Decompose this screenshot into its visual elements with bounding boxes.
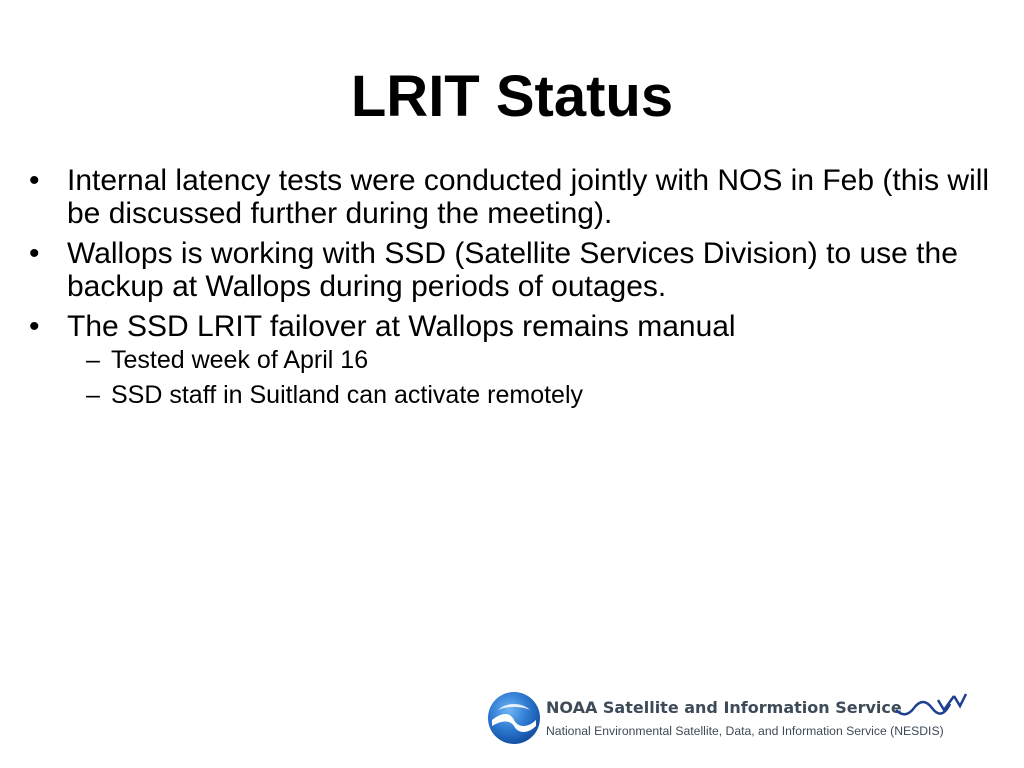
bullet-item xyxy=(28,237,1008,303)
footer-subtitle: National Environmental Satellite, Data, and Information Service (NESDIS) xyxy=(546,724,944,738)
sub-bullet-item xyxy=(66,346,1008,374)
bullet-marker: • xyxy=(29,237,40,270)
nesdis-wave-icon xyxy=(894,690,968,720)
sub-bullet-item xyxy=(66,381,1008,409)
bullet-item xyxy=(28,310,1008,409)
bullet-item xyxy=(28,164,1008,230)
bullet-text: Wallops is working with SSD (Satellite Services Division) to use the backup at Wallops during periods of outages. xyxy=(67,237,958,303)
sub-bullet-text: SSD staff in Suitland can activate remotely xyxy=(111,381,583,409)
sub-bullet-marker: – xyxy=(86,381,100,409)
bullet-text: The SSD LRIT failover at Wallops remains manual xyxy=(67,310,736,343)
noaa-logo-icon xyxy=(486,690,542,746)
footer-title: NOAA Satellite and Information Service xyxy=(546,698,902,717)
bullet-list xyxy=(28,164,1008,416)
bullet-text: Internal latency tests were conducted jointly with NOS in Feb (this will be discussed further during the meeting). xyxy=(67,164,990,230)
bullet-marker: • xyxy=(29,164,40,197)
slide-title: LRIT Status xyxy=(350,64,674,129)
sub-bullet-list xyxy=(67,346,1008,409)
footer-branding xyxy=(486,688,986,748)
sub-bullet-marker: – xyxy=(86,346,100,374)
sub-bullet-text: Tested week of April 16 xyxy=(111,346,369,374)
bullet-marker: • xyxy=(29,310,40,343)
